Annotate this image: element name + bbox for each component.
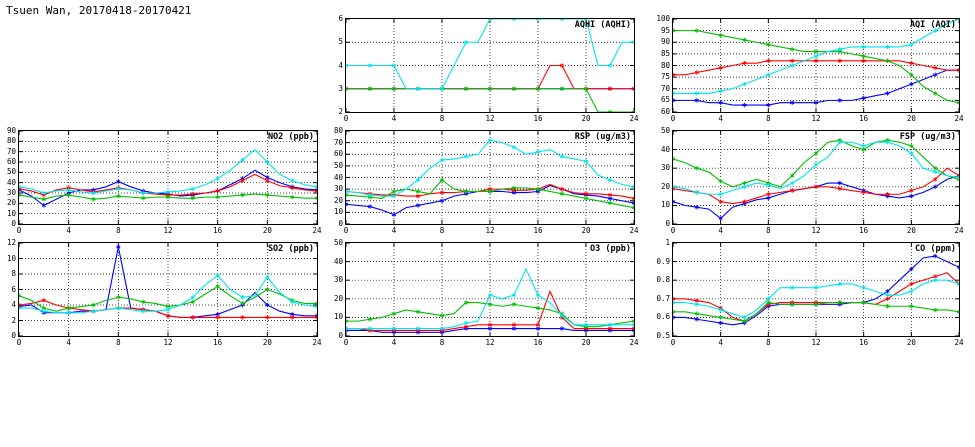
ytick-label-aqi: 85 [660, 48, 670, 58]
ytick-label-o3: 30 [333, 275, 343, 285]
ytick-label-so2: 0 [11, 331, 16, 340]
ytick-label-o3: 10 [333, 312, 343, 322]
ytick-label-aqhi: 2 [338, 107, 343, 116]
ytick-label-fsp: 40 [660, 144, 670, 154]
plot-svg-co [673, 243, 959, 336]
ytick-label-aqi: 75 [660, 72, 670, 82]
xtick-label-aqi: 8 [766, 114, 771, 123]
panel-title-no2: NO2 (ppb) [267, 132, 314, 142]
xtick-label-co: 4 [718, 338, 723, 347]
series-line-aqi-0 [673, 70, 959, 105]
xtick-label-fsp: 24 [954, 226, 964, 235]
xtick-label-no2: 16 [213, 226, 223, 235]
xtick-label-rsp: 8 [439, 226, 445, 235]
plot-area-aqi [672, 18, 960, 113]
ytick-label-co: 1 [665, 238, 670, 247]
ytick-label-o3: 0 [338, 331, 343, 340]
ytick-label-co: 0.8 [656, 275, 670, 285]
xtick-label-rsp: 24 [629, 226, 639, 235]
ytick-label-so2: 6 [11, 284, 16, 294]
panel-title-o3: O3 (ppb) [590, 244, 631, 254]
panel-title-so2: SO2 (ppb) [267, 244, 314, 254]
ytick-label-no2: 50 [6, 167, 16, 177]
ytick-label-o3: 40 [333, 256, 343, 266]
ytick-label-aqi: 60 [660, 107, 670, 116]
xtick-label-aqhi: 20 [581, 114, 591, 123]
plot-area-no2 [18, 130, 318, 225]
xtick-label-fsp: 0 [670, 226, 676, 235]
ytick-label-rsp: 60 [333, 149, 343, 159]
xtick-label-fsp: 4 [718, 226, 723, 235]
ytick-label-no2: 90 [6, 126, 16, 135]
xtick-label-aqi: 4 [718, 114, 723, 123]
ytick-label-rsp: 20 [333, 195, 343, 205]
xtick-label-o3: 12 [485, 338, 495, 347]
xtick-label-no2: 0 [16, 226, 22, 235]
ytick-label-no2: 70 [6, 146, 16, 156]
ytick-label-aqi: 70 [660, 83, 670, 93]
xtick-label-o3: 8 [439, 338, 445, 347]
ytick-label-rsp: 30 [333, 184, 343, 194]
xtick-label-co: 20 [906, 338, 916, 347]
xtick-label-so2: 0 [16, 338, 22, 347]
xtick-label-rsp: 12 [485, 226, 495, 235]
ytick-label-o3: 20 [333, 293, 343, 303]
xtick-label-aqi: 24 [954, 114, 964, 123]
ytick-label-no2: 20 [6, 198, 16, 208]
xtick-label-aqi: 20 [906, 114, 916, 123]
panel-title-co: CO (ppm) [915, 244, 956, 254]
ytick-label-aqi: 65 [660, 95, 670, 105]
ytick-label-rsp: 80 [333, 126, 343, 135]
xtick-label-no2: 12 [163, 226, 173, 235]
plot-svg-rsp [346, 131, 634, 224]
ytick-label-no2: 40 [6, 177, 16, 187]
series-line-no2-3 [19, 150, 317, 193]
xtick-label-so2: 24 [312, 338, 322, 347]
xtick-label-rsp: 20 [581, 226, 591, 235]
panel-title-aqhi: AQHI (AQHI) [574, 20, 631, 30]
plot-area-rsp [345, 130, 635, 225]
ytick-label-rsp: 50 [333, 160, 343, 170]
xtick-label-aqhi: 0 [343, 114, 349, 123]
xtick-label-aqi: 16 [859, 114, 869, 123]
xtick-label-fsp: 12 [811, 226, 821, 235]
series-line-co-0 [673, 256, 959, 325]
xtick-label-so2: 4 [66, 338, 71, 347]
plot-svg-so2 [19, 243, 317, 336]
xtick-label-aqhi: 24 [629, 114, 639, 123]
xtick-label-o3: 24 [629, 338, 639, 347]
ytick-label-aqhi: 3 [338, 83, 343, 93]
xtick-label-so2: 16 [213, 338, 223, 347]
xtick-label-aqi: 0 [670, 114, 676, 123]
panel-title-aqi: AQI (AQI) [909, 20, 956, 30]
xtick-label-co: 8 [766, 338, 771, 347]
ytick-label-no2: 30 [6, 188, 16, 197]
ytick-label-so2: 2 [11, 315, 16, 325]
ytick-label-no2: 80 [6, 136, 16, 146]
plot-area-so2 [18, 242, 318, 337]
ytick-label-aqhi: 5 [338, 37, 343, 47]
xtick-label-no2: 20 [262, 226, 272, 235]
ytick-label-co: 0.6 [656, 312, 670, 322]
ytick-label-no2: 60 [6, 157, 16, 166]
plot-svg-o3 [346, 243, 634, 336]
plot-area-o3 [345, 242, 635, 337]
xtick-label-rsp: 16 [533, 226, 543, 235]
plot-svg-aqhi [346, 19, 634, 112]
ytick-label-rsp: 70 [333, 137, 343, 147]
ytick-label-fsp: 30 [660, 163, 670, 173]
plot-svg-no2 [19, 131, 317, 224]
ytick-label-aqi: 95 [660, 25, 670, 35]
ytick-label-so2: 4 [11, 300, 16, 309]
xtick-label-o3: 16 [533, 338, 543, 347]
ytick-label-aqi: 80 [660, 60, 670, 70]
ytick-label-fsp: 0 [665, 219, 670, 228]
ytick-label-so2: 12 [6, 238, 16, 247]
ytick-label-co: 0.9 [656, 256, 670, 266]
xtick-label-co: 24 [954, 338, 964, 347]
ytick-label-fsp: 10 [660, 200, 670, 210]
plot-area-co [672, 242, 960, 337]
xtick-label-fsp: 20 [906, 226, 916, 235]
xtick-label-aqhi: 16 [533, 114, 543, 123]
xtick-label-aqhi: 4 [391, 114, 397, 123]
ytick-label-so2: 8 [11, 269, 16, 278]
xtick-label-fsp: 16 [859, 226, 869, 235]
xtick-label-co: 12 [811, 338, 821, 347]
ytick-label-no2: 10 [6, 208, 16, 218]
ytick-label-fsp: 50 [660, 126, 670, 135]
ytick-label-aqi: 90 [660, 37, 670, 47]
page-title: Tsuen Wan, 20170418-20170421 [6, 4, 192, 17]
plot-area-fsp [672, 130, 960, 225]
ytick-label-so2: 10 [6, 253, 16, 263]
xtick-label-so2: 8 [116, 338, 121, 347]
ytick-label-rsp: 40 [333, 172, 343, 182]
ytick-label-aqhi: 6 [338, 14, 343, 23]
plot-svg-aqi [673, 19, 959, 112]
ytick-label-rsp: 10 [333, 207, 343, 217]
xtick-label-no2: 8 [116, 226, 121, 235]
xtick-label-rsp: 0 [343, 226, 349, 235]
ytick-label-co: 0.5 [656, 331, 670, 340]
ytick-label-rsp: 0 [338, 219, 343, 228]
xtick-label-co: 0 [670, 338, 676, 347]
ytick-label-aqi: 100 [656, 14, 670, 23]
xtick-label-so2: 20 [262, 338, 272, 347]
xtick-label-o3: 0 [343, 338, 349, 347]
ytick-label-aqhi: 4 [338, 60, 343, 70]
xtick-label-aqhi: 8 [439, 114, 445, 123]
xtick-label-aqi: 12 [811, 114, 821, 123]
ytick-label-co: 0.7 [656, 293, 670, 303]
plot-area-aqhi [345, 18, 635, 113]
xtick-label-no2: 24 [312, 226, 322, 235]
plot-svg-fsp [673, 131, 959, 224]
panel-title-fsp: FSP (ug/m3) [899, 132, 956, 142]
xtick-label-aqhi: 12 [485, 114, 495, 123]
xtick-label-o3: 4 [391, 338, 397, 347]
xtick-label-o3: 20 [581, 338, 591, 347]
xtick-label-co: 16 [859, 338, 869, 347]
ytick-label-o3: 50 [333, 238, 343, 247]
xtick-label-no2: 4 [66, 226, 71, 235]
panel-title-rsp: RSP (ug/m3) [574, 132, 631, 142]
xtick-label-fsp: 8 [766, 226, 771, 235]
ytick-label-no2: 0 [11, 219, 16, 228]
ytick-label-fsp: 20 [660, 181, 670, 191]
xtick-label-so2: 12 [163, 338, 173, 347]
xtick-label-rsp: 4 [391, 226, 397, 235]
